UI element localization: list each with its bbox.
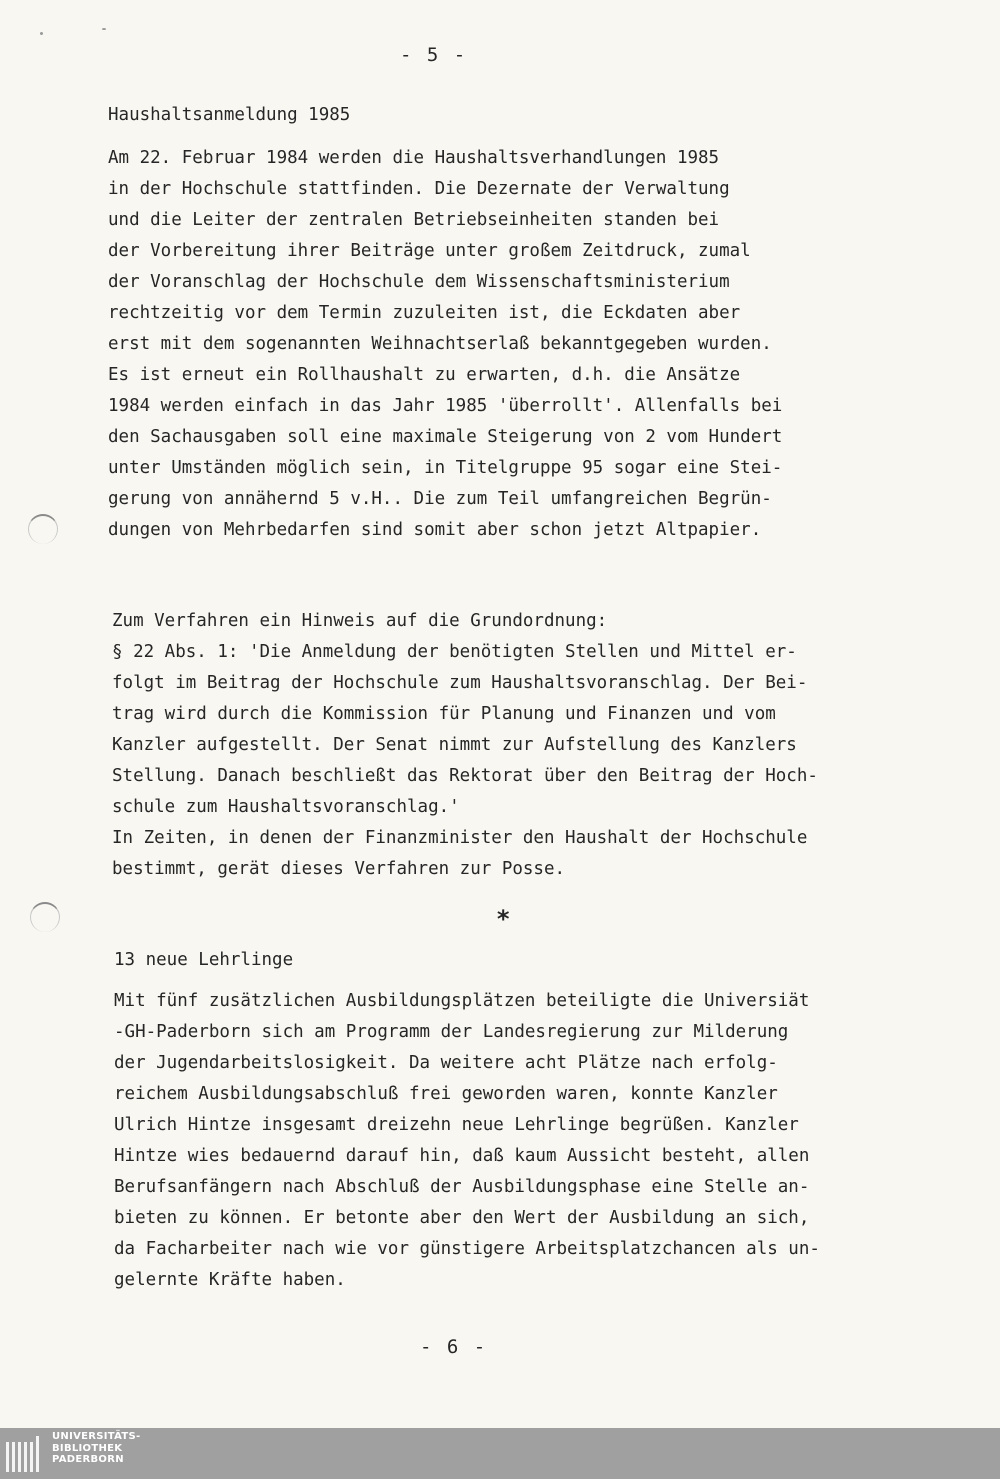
scan-speck [102,28,106,30]
page-number-top: - 5 - [400,44,468,66]
text-line: reichem Ausbildungsabschluß frei geworden waren, konnte Kanzler [114,1084,778,1104]
text-line: folgt im Beitrag der Hochschule zum Haushaltsvoranschlag. Der Bei- [112,673,808,693]
library-footer [0,1428,1000,1479]
text-line: und die Leiter der zentralen Betriebseinheiten standen bei [108,210,720,230]
text-line: Stellung. Danach beschließt das Rektorat über den Beitrag der Hoch- [112,766,818,786]
library-logo-icon [6,1436,46,1472]
text-line: gelernte Kräfte haben. [114,1270,346,1290]
text-line: erst mit dem sogenannten Weihnachtserlaß bekanntgegeben wurden. [108,334,772,354]
text-line: der Vorbereitung ihrer Beiträge unter großem Zeitdruck, zumal [108,241,751,261]
punch-hole [30,902,60,932]
text-line: schule zum Haushaltsvoranschlag.' [112,797,460,817]
text-line: In Zeiten, in denen der Finanzminister den Haushalt der Hochschule [112,828,808,848]
text-line: 1984 werden einfach in das Jahr 1985 'überrollt'. Allenfalls bei [108,396,783,416]
logo-line: BIBLIOTHEK [52,1442,123,1454]
text-line: gerung von annähernd 5 v.H.. Die zum Teil umfangreichen Begrün- [108,489,772,509]
text-line: der Voranschlag der Hochschule dem Wissenschaftsministerium [108,272,730,292]
text-line: bestimmt, gerät dieses Verfahren zur Posse. [112,859,566,879]
text-line: § 22 Abs. 1: 'Die Anmeldung der benötigten Stellen und Mittel er- [112,642,797,662]
text-line: da Facharbeiter nach wie vor günstigere Arbeitsplatzchancen als un- [114,1239,820,1259]
section-separator: * [496,905,511,933]
text-line: bieten zu können. Er betonte aber den Wert der Ausbildung an sich, [114,1208,810,1228]
section-heading-lehrlinge: 13 neue Lehrlinge [114,950,294,970]
paragraph-verfahren [112,606,818,885]
text-line: Berufsanfängern nach Abschluß der Ausbildungsphase eine Stelle an- [114,1177,810,1197]
page-number-bottom: - 6 - [420,1336,488,1358]
text-line: der Jugendarbeitslosigkeit. Da weitere acht Plätze nach erfolg- [114,1053,778,1073]
logo-line: UNIVERSITÄTS- [52,1431,141,1442]
library-logo-text [52,1431,141,1466]
text-line: Es ist erneut ein Rollhaushalt zu erwarten, d.h. die Ansätze [108,365,741,385]
paragraph-lehrlinge [114,986,820,1296]
logo-line: PADERBORN [52,1454,124,1465]
text-line: in der Hochschule stattfinden. Die Dezernate der Verwaltung [108,179,730,199]
text-line: trag wird durch die Kommission für Planung und Finanzen und vom [112,704,776,724]
text-line: Ulrich Hintze insgesamt dreizehn neue Lehrlinge begrüßen. Kanzler [114,1115,799,1135]
text-line: Kanzler aufgestellt. Der Senat nimmt zur Aufstellung des Kanzlers [112,735,797,755]
text-line: Mit fünf zusätzlichen Ausbildungsplätzen beteiligte die Universiät [114,991,810,1011]
paragraph-haushalt [108,143,782,546]
text-line: dungen von Mehrbedarfen sind somit aber schon jetzt Altpapier. [108,520,762,540]
text-line: Am 22. Februar 1984 werden die Haushaltsverhandlungen 1985 [108,148,720,168]
section-heading-haushalt: Haushaltsanmeldung 1985 [108,105,351,125]
text-line: -GH-Paderborn sich am Programm der Landesregierung zur Milderung [114,1022,789,1042]
text-line: unter Umständen möglich sein, in Titelgruppe 95 sogar eine Stei- [108,458,783,478]
scan-speck [40,32,43,35]
text-line: Hintze wies bedauernd darauf hin, daß kaum Aussicht besteht, allen [114,1146,810,1166]
text-line: Zum Verfahren ein Hinweis auf die Grundordnung: [112,611,608,631]
text-line: rechtzeitig vor dem Termin zuzuleiten ist, die Eckdaten aber [108,303,741,323]
punch-hole [28,514,58,544]
text-line: den Sachausgaben soll eine maximale Steigerung von 2 vom Hundert [108,427,783,447]
